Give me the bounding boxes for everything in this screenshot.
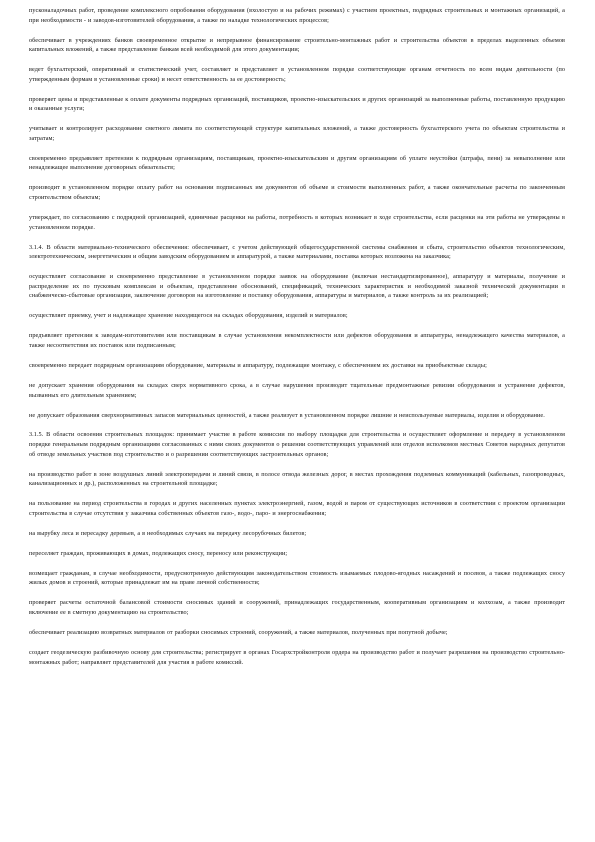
paragraph: возмещает гражданам, в случае необходимости, предусмотренную действующим законодательством стоимость изымаемых плодово-ягодных насаждений и посевов, а также подлежащих сносу жилых домов и строений, которые принадлежат им на праве личной собственности; bbox=[29, 569, 565, 587]
paragraph: утверждает, по согласованию с подрядной организацией, единичные расценки на работы, потребность в которых возникает в ходе строительства, если расценки на эти работы не утверждены в установленном порядке. bbox=[29, 214, 565, 231]
paragraph: на вырубку леса и пересадку деревьев, а в необходимых случаях на передачу лесорубочных билетов; bbox=[29, 529, 307, 537]
paragraph: учитывает и контролирует расходование сметного лимита по соответствующей структуре капитальных вложений, а также достоверность бухгалтерского учета по объектам строительства и затратам; bbox=[29, 125, 565, 142]
paragraph: ведет бухгалтерский, оперативный и статистический учет, составляет и представляет в установленном порядке соответствующие органам отчетность по всем видам деятельности (по утвержденным формам в установленные сроки) и несет ответственность за ее достоверность; bbox=[29, 66, 565, 83]
paragraph: своевременно передает подрядным организациям оборудование, материалы и аппаратуру, подлежащие монтажу, с обеспечением их доставки на приобъектные склады; bbox=[29, 361, 487, 369]
paragraph: на производство работ в зоне воздушных линий электропередачи и линий связи, в полосе отвода железных дорог, в местах прохождения подземных коммуникаций (кабельных, газопроводных, канализационных и др.), расположенных на строительной площадке; bbox=[29, 470, 565, 488]
paragraph: проверяет расчеты остаточной балансовой стоимости сносимых зданий и сооружений, принадлежащих государственным, кооперативным организациям и колхозам, а также производит включение ее в сметную документацию на строительство; bbox=[29, 599, 565, 616]
section-paragraph-3-1-4: 3.1.4. В области материально-технического обеспечения: обеспечивает, с учетом действующей общегосударственной системы снабжения и сбыта, строительство объектов технологическим, электротехническим, энергетическим и общим заводским оборудованием и аппаратурой, а также материалами, поставка которых возложена на заказчика; bbox=[29, 243, 565, 261]
paragraph: создает геодезическую разбивочную основу для строительства; регистрирует в органах Госархстройконтроля ордера на производство работ и получает разрешения на производство строительно-монтажных работ; направляет представителей для участия в работе комиссий. bbox=[29, 648, 565, 666]
section-paragraph-3-1-5: 3.1.5. В области освоения строительных площадок: принимает участие в работе комиссии по выбору площадки для строительства и осуществляет оформление и передачу в установленном порядке генеральным подрядным организациям согласованных с ними своих документов о решении соответствующих управлений или отделов исполкомов местных Советов народных депутатов об отводе земельных участков под строительство и о разрешении соответствующих застроительных органов; bbox=[29, 431, 565, 458]
paragraph: своевременно предъявляет претензии к подрядным организациям, поставщикам, проектно-изыскательским и другим организациям об уплате неустойки (штрафа, пени) за невыполнение или ненадлежащее выполнение договорных обязательств; bbox=[29, 154, 565, 172]
paragraph: проверяет цены и представленные к оплате документы подрядных организаций, поставщиков, проектно-изыскательских и других организаций за выполненные работы, поставленную продукцию и оказанные услуги; bbox=[29, 95, 565, 113]
paragraph: осуществляет согласование и своевременно представление в установленном порядке заявок на оборудование (включая нестандартизированное), аппаратуру и материалы, получение и распределение их по пусковым комплексам и объектам, представление обоснований, спецификаций, технических характеристик и необходимой заказной технической документации в снабженческо-сбытовые организации, заключение договоров на изготовление и поставку оборудования, аппаратуры и материалов, а также контроль за их реализацией; bbox=[29, 273, 565, 300]
paragraph: обеспечивает в учреждениях банков своевременное открытие и непрерывное финансирование строительно-монтажных работ и строительства объектов в пределах выделенных объемов капитальных вложений, а также представление банкам всей необходимой для этого документации; bbox=[29, 36, 565, 54]
paragraph: переселяет граждан, проживающих в домах, подлежащих сносу, переносу или реконструкции; bbox=[29, 549, 288, 557]
paragraph: обеспечивает реализацию возвратных материалов от разборки сносимых строений, сооружений, а также материалов, полученных при попутной добыче; bbox=[29, 628, 448, 636]
paragraph: осуществляет приемку, учет и надлежащее хранение находящегося на складах оборудования, изделий и материалов; bbox=[29, 312, 348, 320]
paragraph-continuation: пусконаладочных работ, проведение комплексного опробования оборудования (вхолостую и на рабочих режимах) с участием проектных, подрядных строительных и монтажных организаций, а при необходимости - и заводов-изготовителей оборудования, а также по наладке технологических процессов; bbox=[29, 7, 565, 24]
paragraph: не допускает хранения оборудования на складах сверх нормативного срока, а в случае нарушения производит тщательные предмонтажные ревизии оборудования и устранение дефектов, вызванных его длительным хранением; bbox=[29, 381, 565, 399]
paragraph: не допускает образования сверхнормативных запасов материальных ценностей, а также реализует в установленном порядке лишние и неиспользуемые материалы, изделия и оборудование. bbox=[29, 411, 545, 419]
paragraph: производит в установленном порядке оплату работ на основании подписанных им документов об объеме и стоимости выполненных работ, а также окончательные расчеты по законченным строительством объектам; bbox=[29, 184, 565, 202]
paragraph: на пользование на период строительства в городах и других населенных пунктах электроэнергией, газом, водой и паром от существующих источников в соответствии с проектом организации строительства в случае отсутствия у заказчика собственных объектов газо-, водо-, паро- и энергоснабжения; bbox=[29, 500, 565, 517]
paragraph: предъявляет претензии к заводам-изготовителям или поставщикам в случае установления некомплектности или дефектов оборудования и аппаратуры, ненадлежащего качества материалов, а также несоответствия их поставок или подписанным; bbox=[29, 332, 565, 349]
